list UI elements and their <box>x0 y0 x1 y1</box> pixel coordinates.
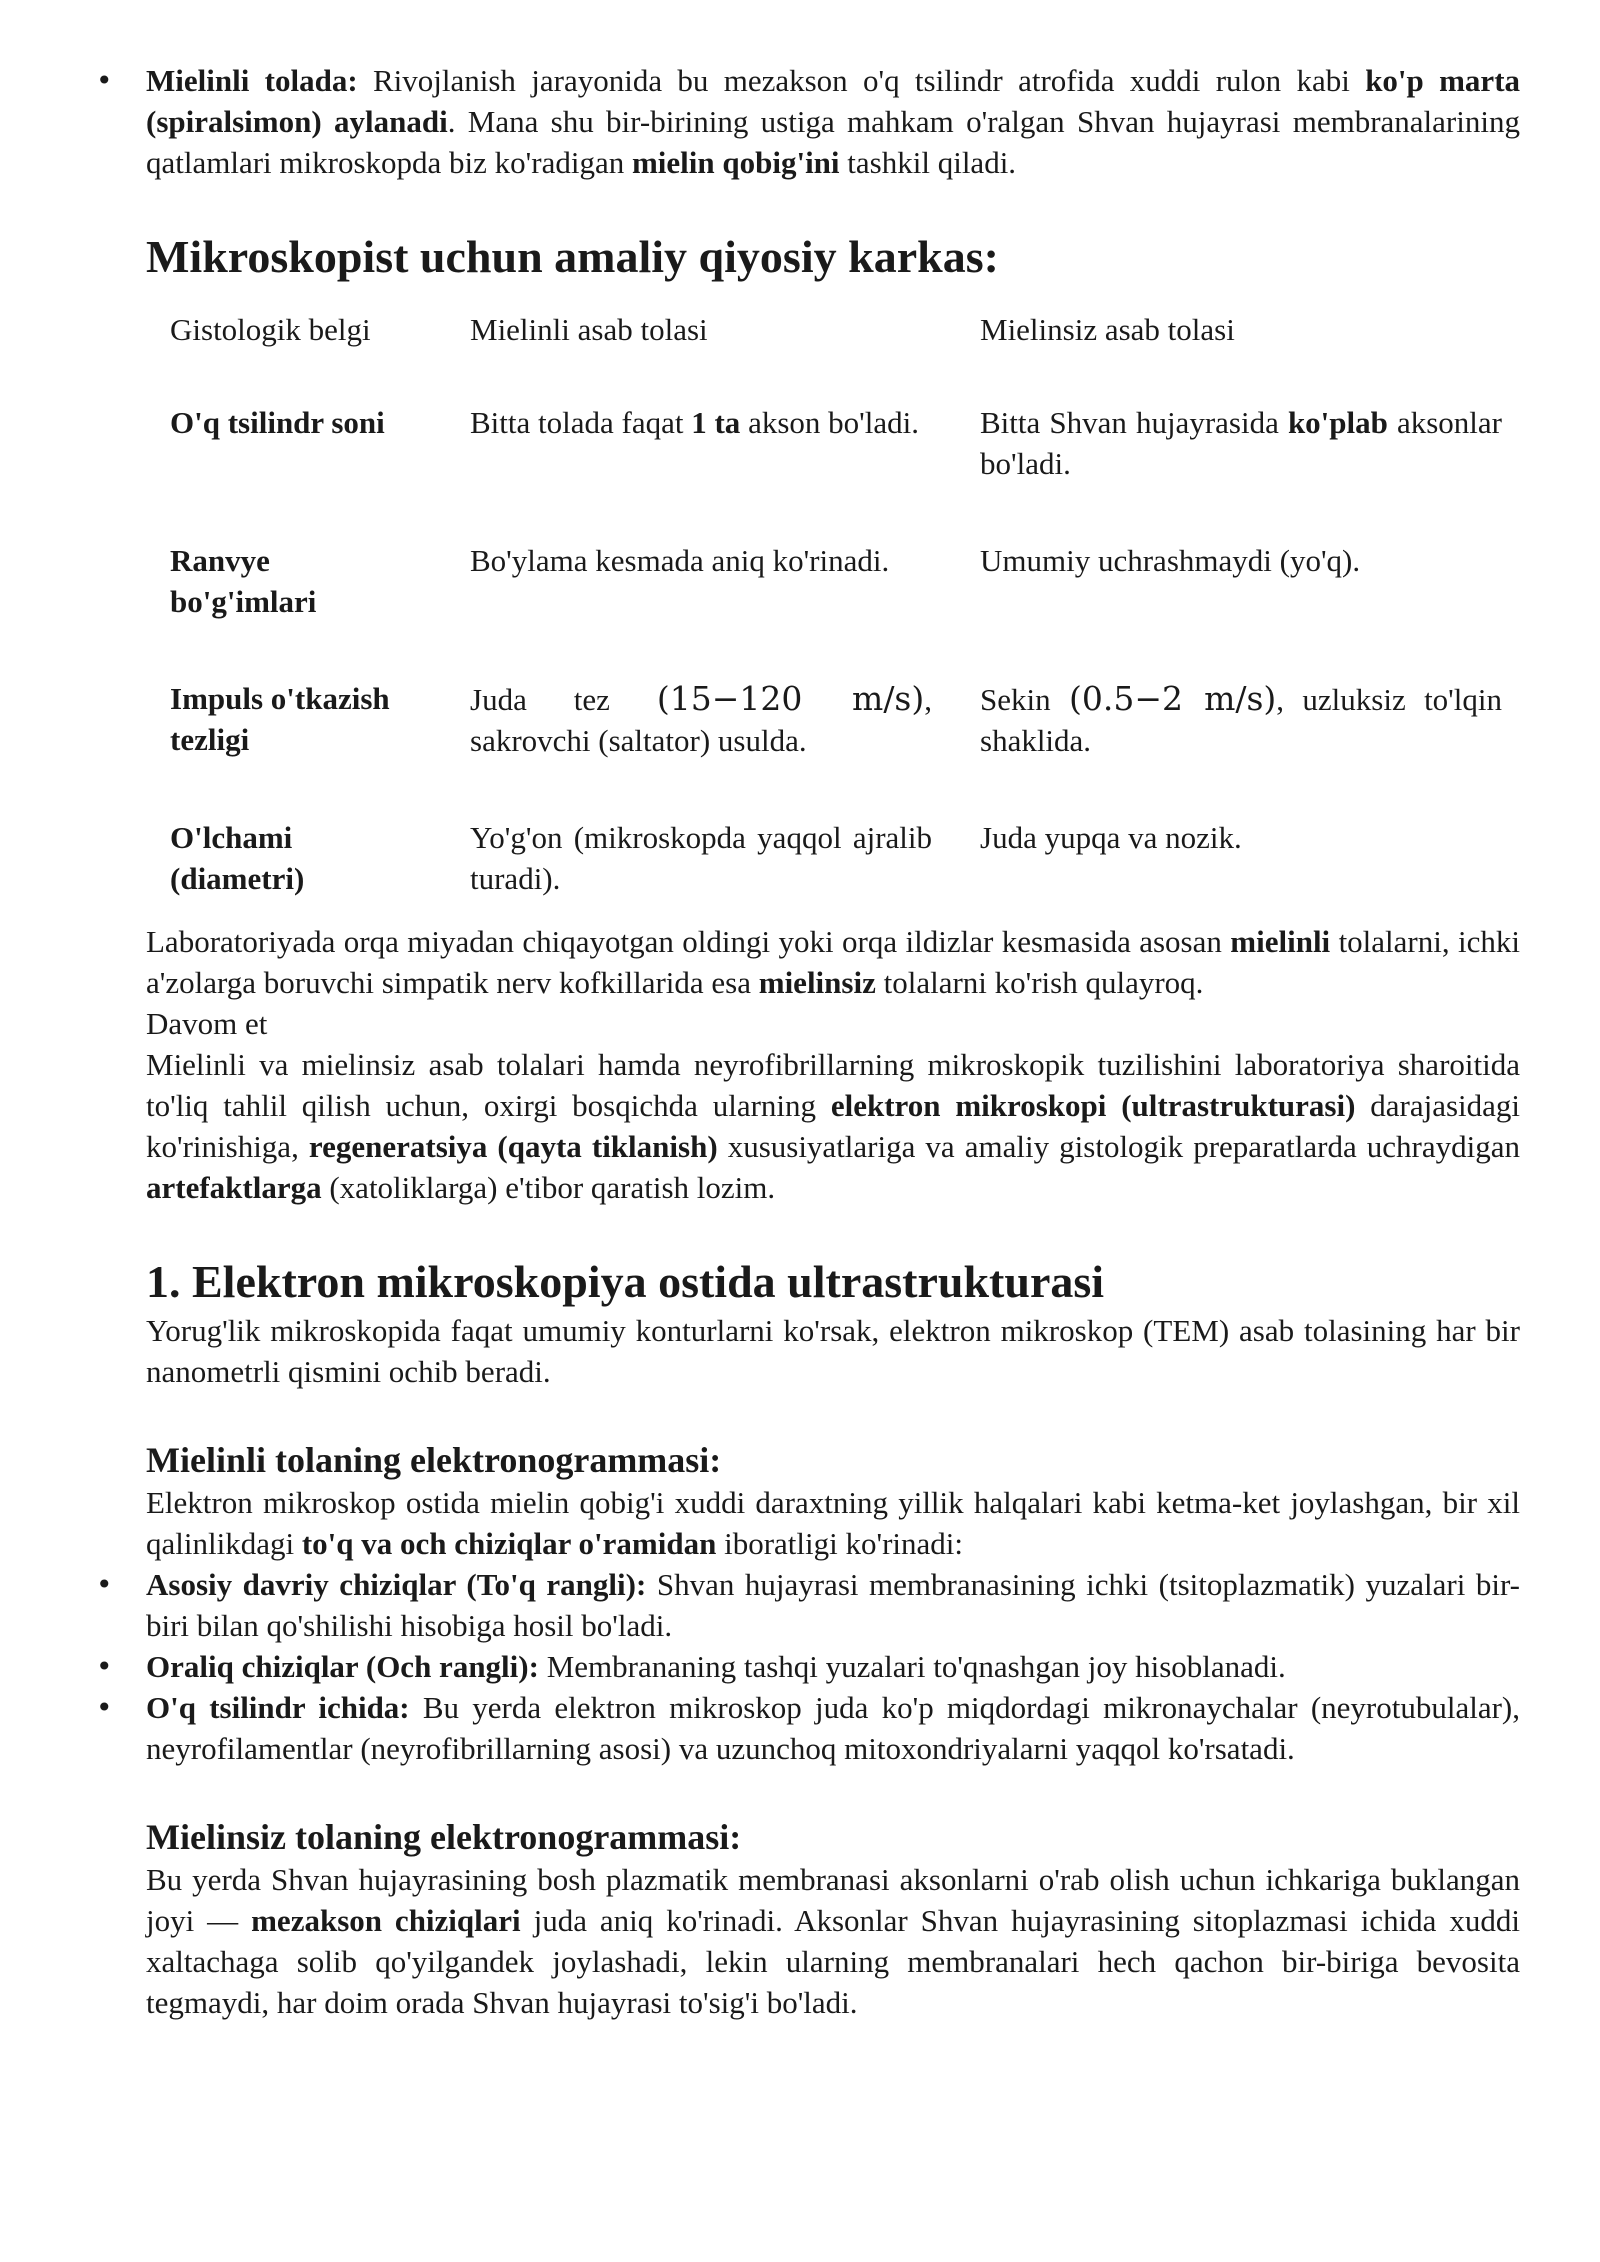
text-run: Bu yerda elektron mikroskop juda ko'p miqdordagi mikronaychalar (neyrotubulalar), neyrofilamentlar (neyrofibrillarning asosi) va uzunchoq mitoxondriyalarni yaqqol ko'rsatadi. <box>146 1690 1520 1766</box>
subsection-paragraph <box>146 1859 1520 2023</box>
list-item <box>146 1646 1520 1687</box>
row-label: O'lchami (diametri) <box>170 820 305 896</box>
text-run: , sakrovchi (saltator) usulda. <box>470 682 932 758</box>
row-label: Impuls o'tkazish tezligi <box>170 681 390 757</box>
text-run: Membrananing tashqi yuzalari to'qnashgan joy hisoblanadi. <box>538 1649 1286 1684</box>
bold-term: mielinsiz <box>758 965 876 1000</box>
subsection-paragraph <box>146 1482 1520 1564</box>
myelin-bullet-list <box>146 1564 1520 1769</box>
continue-label: Davom et <box>146 1006 268 1041</box>
bold-term: artefaktlarga <box>146 1170 322 1205</box>
speed-value: (0.5−2 m/s) <box>1068 679 1277 718</box>
text-run: iboratligi ko'rinadi: <box>716 1526 964 1561</box>
bold-term: ko'plab <box>1287 405 1388 440</box>
cell-unmyelinated: Umumiy uchrashmaydi (yo'q). <box>980 543 1361 578</box>
bold-term: mielin qobig'ini <box>631 145 840 180</box>
cell-unmyelinated <box>956 402 1526 540</box>
table-row <box>146 540 1526 678</box>
row-label: O'q tsilindr soni <box>170 405 385 440</box>
section-heading: 1. Elektron mikroskopiya ostida ultrastrukturasi <box>146 1256 1105 1307</box>
table-row <box>146 678 1526 817</box>
bold-term: Asosiy davriy chiziqlar (To'q rangli): <box>146 1567 647 1602</box>
text-run: Rivojlanish jarayonida bu mezakson o'q tsilindr atrofida xuddi rulon kabi <box>357 63 1366 98</box>
text-run: aksonlar bo'ladi. <box>980 405 1502 481</box>
text-run: Bitta Shvan hujayrasida <box>980 405 1288 440</box>
text-run: Laboratoriyada orqa miyadan chiqayotgan oldingi yoki orqa ildizlar kesmasida asosan <box>146 924 1231 959</box>
header-myelinated: Mielinli asab tolasi <box>470 312 708 347</box>
table-header-row <box>146 291 1526 402</box>
bold-term: O'q tsilindr ichida: <box>146 1690 410 1725</box>
bold-term: mielinli <box>1230 924 1331 959</box>
intro-bullet-list <box>146 60 1520 183</box>
subsection-heading: Mielinli tolaning elektronogrammasi: <box>146 1440 722 1480</box>
text-run: tashkil qiladi. <box>839 145 1017 180</box>
bold-term: regeneratsiya (qayta tiklanish) <box>308 1129 718 1164</box>
text-run: juda aniq ko'rinadi. Aksonlar Shvan hujayrasining sitoplazmasi ichida xuddi xaltachaga solib qo'yilgandek joylashadi, lekin ularning membranalari hech qachon bir-biriga bevosita tegmaydi, har doim orada Shvan hujayrasi to'sig'i bo'ladi. <box>146 1903 1520 2020</box>
list-item <box>146 1687 1520 1769</box>
cell-myelinated: Yo'g'on (mikroskopda yaqqol ajralib turadi). <box>470 820 932 896</box>
cell-unmyelinated: Juda yupqa va nozik. <box>980 820 1242 855</box>
text-run: Sekin <box>980 682 1069 717</box>
comparison-table <box>146 291 1526 921</box>
table-row <box>146 817 1526 921</box>
text-run: . Mana shu bir-birining ustiga mahkam o'ralgan Shvan hujayrasi membranalarining qatlamlari mikroskopda biz ko'radigan <box>146 104 1520 180</box>
text-run: Elektron mikroskop ostida mielin qobig'i xuddi daraxtning yillik halqalari kabi ketma-ket joylashgan, bir xil qalinlikdagi <box>146 1485 1520 1561</box>
list-item <box>146 1564 1520 1646</box>
text-run: xususiyatlariga va amaliy gistologik preparatlarda uchraydigan <box>717 1129 1520 1164</box>
intro-bullet <box>146 60 1520 183</box>
bold-term: 1 ta <box>691 405 741 440</box>
header-feature: Gistologik belgi <box>170 312 371 347</box>
bold-term: mezakson chiziqlari <box>251 1903 521 1938</box>
text-run: Shvan hujayrasi membranasining ichki (tsitoplazmatik) yuzalari bir-biri bilan qo'shilishi hisobiga hosil bo'ladi. <box>146 1567 1520 1643</box>
cell-unmyelinated <box>956 678 1526 817</box>
bold-term: Mielinli tolada: <box>146 63 358 98</box>
row-label: Ranvye bo'g'imlari <box>170 543 317 619</box>
section-paragraph: Yorug'lik mikroskopida faqat umumiy konturlarni ko'rsak, elektron mikroskop (TEM) asab tolasining har bir nanometrli qismini ochib beradi. <box>146 1313 1520 1389</box>
bold-term: to'q va och chiziqlar o'ramidan <box>301 1526 717 1561</box>
table-row <box>146 402 1526 540</box>
bold-term: ko'p marta (spiralsimon) aylanadi <box>146 63 1521 139</box>
speed-value: (15−120 m/s) <box>656 679 925 718</box>
text-run: , uzluksiz to'lqin shaklida. <box>980 682 1502 758</box>
header-unmyelinated: Mielinsiz asab tolasi <box>980 312 1235 347</box>
text-run: Bitta tolada faqat <box>470 405 692 440</box>
cell-myelinated <box>446 402 956 540</box>
text-run: darajasidagi ko'rinishiga, <box>146 1088 1520 1164</box>
text-run: tolalarni ko'rish qulayroq. <box>875 965 1204 1000</box>
continue-paragraph <box>146 1044 1520 1208</box>
cell-myelinated <box>446 678 956 817</box>
text-run: (xatoliklarga) e'tibor qaratish lozim. <box>321 1170 776 1205</box>
framework-heading: Mikroskopist uchun amaliy qiyosiy karkas: <box>146 231 999 282</box>
text-run: Juda tez <box>470 682 657 717</box>
lab-paragraph <box>146 921 1520 1003</box>
bold-term: elektron mikroskopi (ultrastrukturasi) <box>830 1088 1356 1123</box>
subsection-heading: Mielinsiz tolaning elektronogrammasi: <box>146 1817 742 1857</box>
bold-term: Oraliq chiziqlar (Och rangli): <box>146 1649 539 1684</box>
text-run: Mielinli va mielinsiz asab tolalari hamda neyrofibrillarning mikroskopik tuzilishini laboratoriya sharoitida to'liq tahlil qilish uchun, oxirgi bosqichda ularning <box>146 1047 1520 1123</box>
text-run: tolalarni, ichki a'zolarga boruvchi simpatik nerv kofkillarida esa <box>146 924 1520 1000</box>
text-run: Bu yerda Shvan hujayrasining bosh plazmatik membranasi aksonlarni o'rab olish uchun ichkariga buklangan joyi — <box>146 1862 1520 1938</box>
cell-myelinated: Bo'ylama kesmada aniq ko'rinadi. <box>470 543 890 578</box>
text-run: akson bo'ladi. <box>740 405 919 440</box>
document-page <box>146 60 1520 2023</box>
